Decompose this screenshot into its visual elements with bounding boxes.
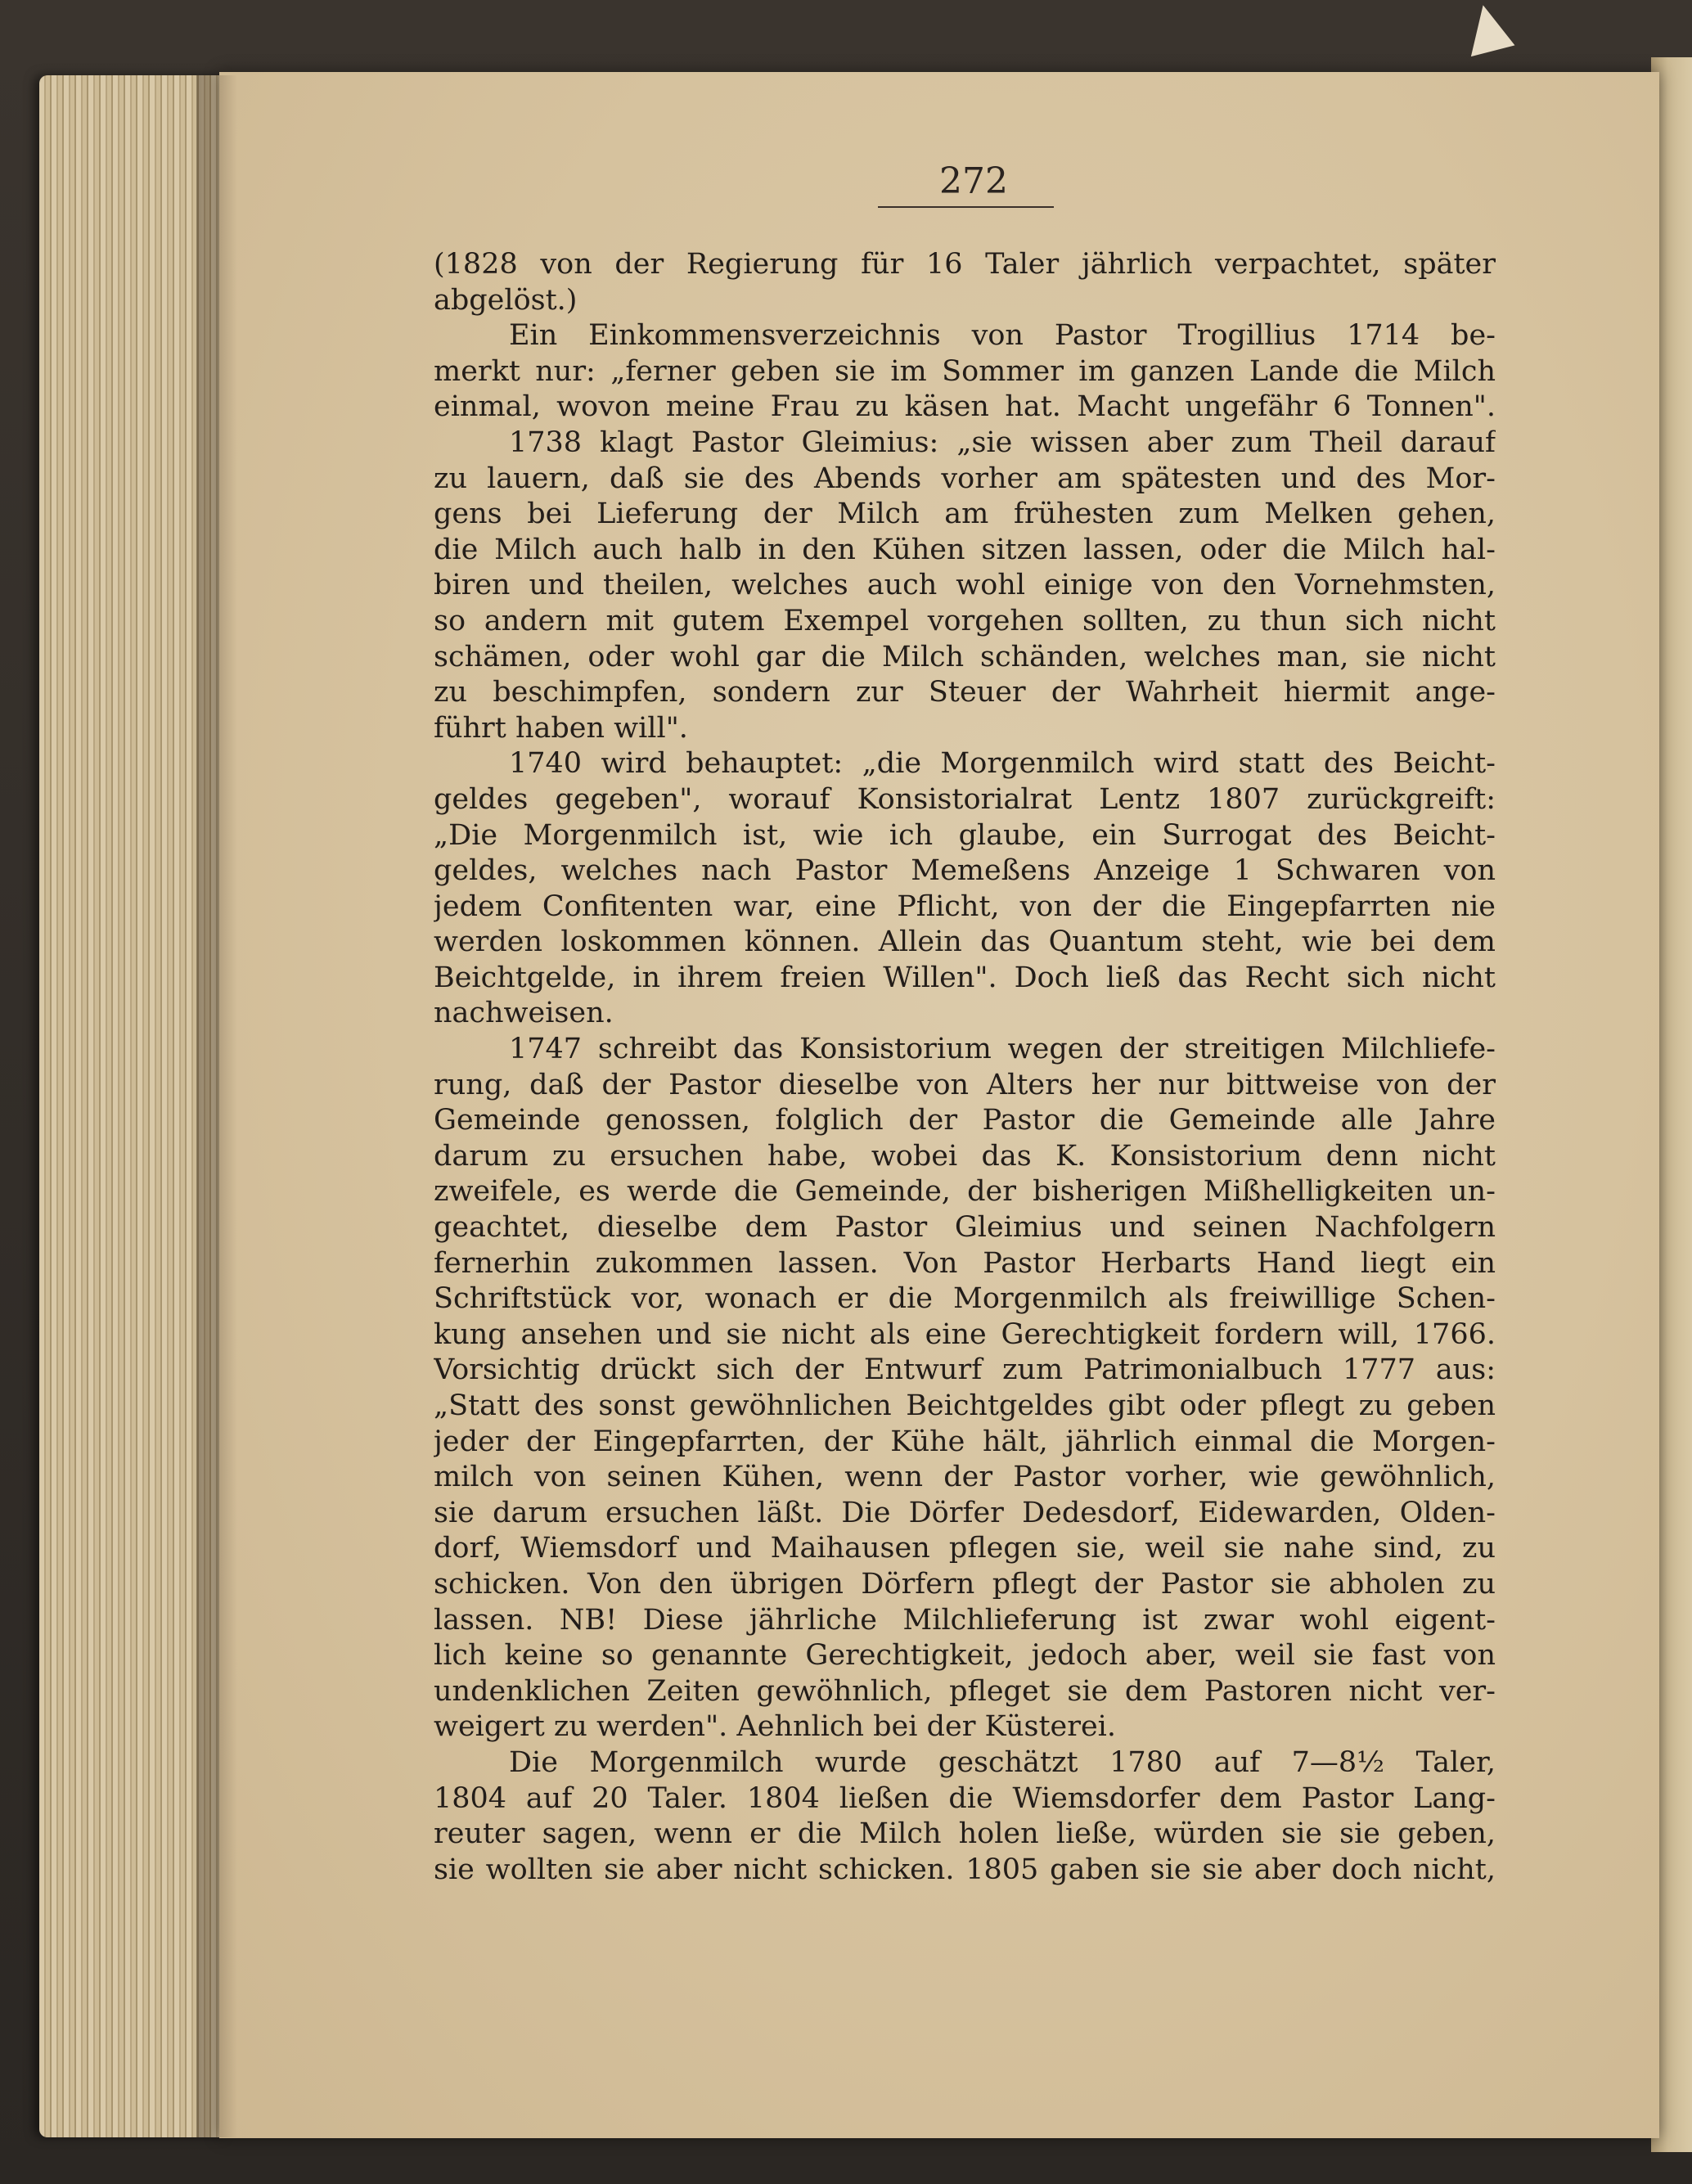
- text-line: Gemeinde genossen, folglich der Pastor die Gemeinde alle Jahre: [434, 1104, 1496, 1137]
- text-line: jeder der Eingepfarrten, der Kühe hält, jährlich einmal die Morgen-: [434, 1425, 1496, 1458]
- text-line: schämen, oder wohl gar die Milch schänden, welches man, sie nicht: [434, 640, 1496, 673]
- body-text: [434, 247, 1496, 1966]
- text-line: 1804 auf 20 Taler. 1804 ließen die Wiemsdorfer dem Pastor Lang-: [434, 1781, 1496, 1815]
- text-line: biren und theilen, welches auch wohl einige von den Vornehmsten,: [434, 569, 1496, 602]
- text-line: sie darum ersuchen läßt. Die Dörfer Dedesdorf, Eidewarden, Olden-: [434, 1496, 1496, 1529]
- page-number-rule: [878, 206, 1054, 208]
- gutter-shadow: [196, 75, 237, 2137]
- text-line: abgelöst.): [434, 283, 578, 317]
- text-line: zu beschimpfen, sondern zur Steuer der Wahrheit hiermit ange-: [434, 676, 1496, 709]
- text-line: 1740 wird behauptet: „die Morgenmilch wird statt des Beicht-: [509, 747, 1496, 781]
- text-line: führt haben will".: [434, 711, 688, 745]
- text-line: Vorsichtig drückt sich der Entwurf zum Patrimonialbuch 1777 aus:: [434, 1353, 1496, 1387]
- text-line: weigert zu werden". Aehnlich bei der Küsterei.: [434, 1710, 1116, 1744]
- text-line: undenklichen Zeiten gewöhnlich, pfleget sie dem Pastoren nicht ver-: [434, 1674, 1496, 1708]
- text-line: kung ansehen und sie nicht als eine Gerechtigkeit fordern will, 1766.: [434, 1317, 1496, 1351]
- text-line: reuter sagen, wenn er die Milch holen ließe, würden sie sie geben,: [434, 1817, 1496, 1851]
- text-line: 1738 klagt Pastor Gleimius: „sie wissen aber zum Theil darauf: [509, 426, 1496, 459]
- text-line: darum zu ersuchen habe, wobei das K. Konsistorium denn nicht: [434, 1139, 1496, 1173]
- text-line: geldes, welches nach Pastor Memeßens Anzeige 1 Schwaren von: [434, 854, 1496, 888]
- text-line: nachweisen.: [434, 997, 614, 1030]
- text-line: fernerhin zukommen lassen. Von Pastor Herbarts Hand liegt ein: [434, 1246, 1496, 1280]
- text-line: „Statt des sonst gewöhnlichen Beichtgeldes gibt oder pflegt zu geben: [434, 1389, 1496, 1422]
- text-line: die Milch auch halb in den Kühen sitzen lassen, oder die Milch hal-: [434, 533, 1496, 566]
- text-line: einmal, wovon meine Frau zu käsen hat. Macht ungefähr 6 Tonnen".: [434, 390, 1496, 424]
- text-line: Beichtgelde, in ihrem freien Willen". Doch ließ das Recht sich nicht: [434, 961, 1496, 994]
- text-line: zweifele, es werde die Gemeinde, der bisherigen Mißhelligkeiten un-: [434, 1175, 1496, 1209]
- text-line: dorf, Wiemsdorf und Maihausen pflegen sie, weil sie nahe sind, zu: [434, 1532, 1496, 1565]
- text-line: sie wollten sie aber nicht schicken. 1805 gaben sie sie aber doch nicht,: [434, 1853, 1496, 1886]
- text-line: so andern mit gutem Exempel vorgehen sollten, zu thun sich nicht: [434, 604, 1496, 637]
- text-line: gens bei Lieferung der Milch am frühesten zum Melken gehen,: [434, 498, 1496, 531]
- text-line: geldes gegeben", worauf Konsistorialrat Lentz 1807 zurückgreift:: [434, 782, 1496, 816]
- text-line: lassen. NB! Diese jährliche Milchlieferung ist zwar wohl eigent-: [434, 1603, 1496, 1637]
- text-line: zu lauern, daß sie des Abends vorher am spätesten und des Mor-: [434, 462, 1496, 495]
- page-number: 272: [939, 160, 1008, 202]
- text-line: schicken. Von den übrigen Dörfern pflegt der Pastor sie abholen zu: [434, 1567, 1496, 1601]
- text-line: geachtet, dieselbe dem Pastor Gleimius und seinen Nachfolgern: [434, 1211, 1496, 1245]
- text-line: 1747 schreibt das Konsistorium wegen der streitigen Milchliefe-: [509, 1033, 1496, 1066]
- text-line: lich keine so genannte Gerechtigkeit, jedoch aber, weil sie fast von: [434, 1639, 1496, 1673]
- text-line: jedem Confitenten war, eine Pflicht, von der die Eingepfarrten nie: [434, 889, 1496, 923]
- text-line: (1828 von der Regierung für 16 Taler jährlich verpachtet, später: [434, 248, 1496, 281]
- text-line: merkt nur: „ferner geben sie im Sommer im ganzen Lande die Milch: [434, 354, 1496, 388]
- text-line: rung, daß der Pastor dieselbe von Alters her nur bittweise von der: [434, 1068, 1496, 1101]
- text-line: Schriftstück vor, wonach er die Morgenmilch als freiwillige Schen-: [434, 1282, 1496, 1316]
- text-line: milch von seinen Kühen, wenn der Pastor vorher, wie gewöhnlich,: [434, 1461, 1496, 1494]
- text-line: Ein Einkommensverzeichnis von Pastor Trogillius 1714 be-: [509, 319, 1496, 353]
- text-line: „Die Morgenmilch ist, wie ich glaube, ein Surrogat des Beicht-: [434, 818, 1496, 852]
- text-line: werden loskommen können. Allein das Quantum steht, wie bei dem: [434, 925, 1496, 959]
- text-line: Die Morgenmilch wurde geschätzt 1780 auf 7—8½ Taler,: [509, 1745, 1496, 1779]
